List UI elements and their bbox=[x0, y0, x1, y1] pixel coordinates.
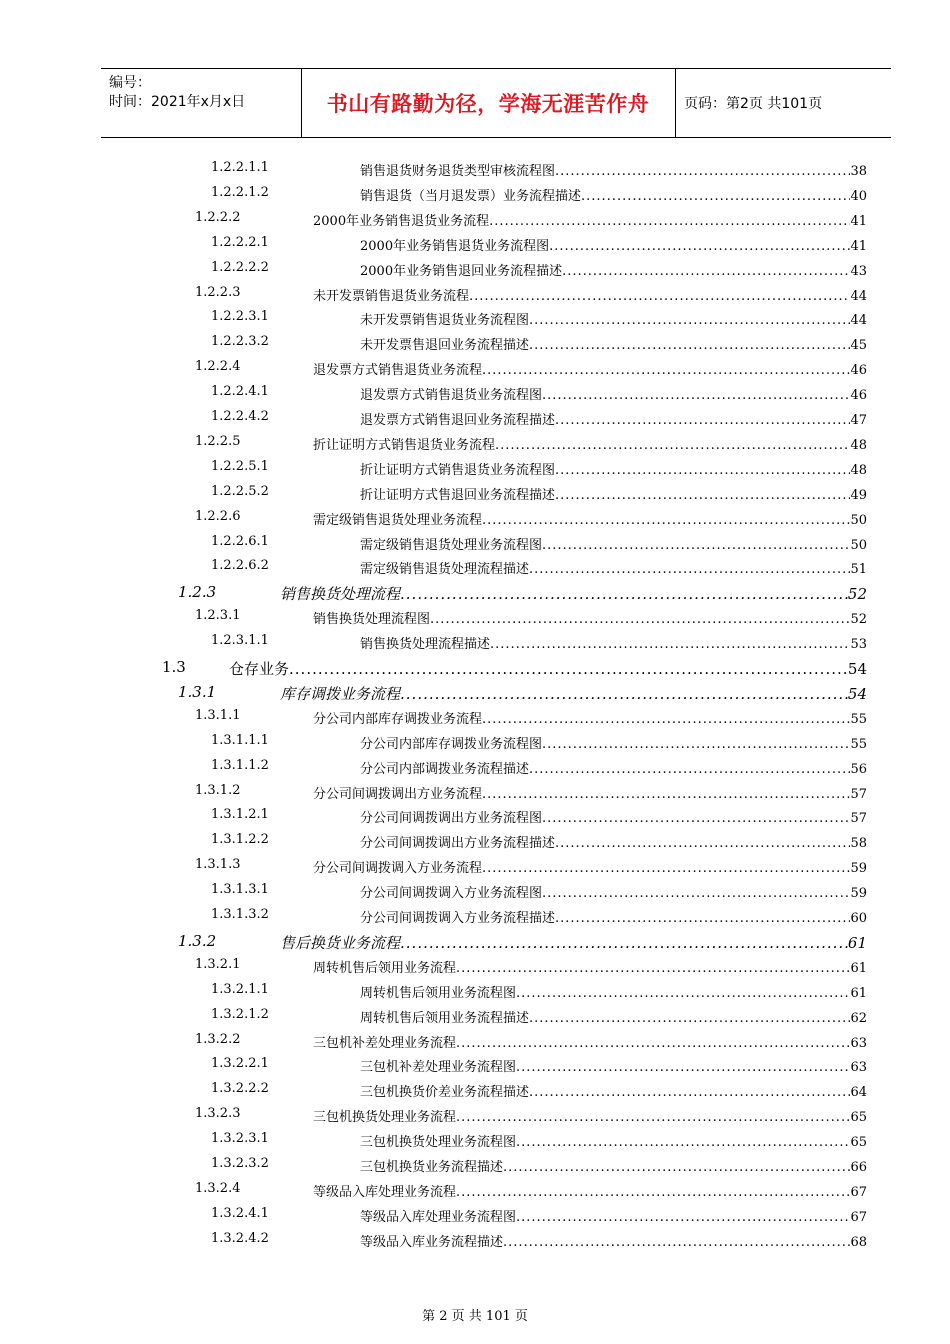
toc-entry bbox=[313, 857, 867, 876]
toc-title: 销售换货处理流程 bbox=[280, 585, 401, 604]
toc-page-number: 58 bbox=[850, 836, 867, 852]
toc-row[interactable] bbox=[195, 359, 867, 381]
toc-title: 库存调拨业务流程 bbox=[280, 684, 401, 703]
toc-page-number: 61 bbox=[850, 960, 867, 976]
toc-row[interactable] bbox=[211, 982, 867, 1004]
toc-leader-dots bbox=[555, 488, 850, 503]
toc-entry bbox=[280, 683, 867, 704]
toc-row[interactable] bbox=[211, 1007, 867, 1029]
toc-row[interactable] bbox=[211, 558, 867, 580]
toc-number: 1.3.2.2 bbox=[195, 1031, 241, 1047]
toc-number: 1.3.1.3.1 bbox=[211, 882, 269, 898]
toc-leader-dots bbox=[456, 1036, 850, 1051]
header-meta-cell bbox=[101, 69, 302, 137]
toc-row[interactable] bbox=[211, 235, 867, 257]
toc-leader-dots bbox=[529, 1011, 850, 1026]
toc-number: 1.3.2.3 bbox=[195, 1106, 241, 1122]
toc-leader-dots bbox=[529, 562, 850, 577]
toc-leader-dots bbox=[400, 585, 848, 603]
toc-number: 1.3.2.1.2 bbox=[211, 1006, 269, 1022]
toc-entry bbox=[360, 907, 867, 926]
toc-entry bbox=[360, 1081, 867, 1100]
toc-leader-dots bbox=[542, 538, 850, 553]
toc-title: 周转机售后领用业务流程描述 bbox=[360, 1010, 530, 1026]
toc-row[interactable] bbox=[195, 857, 867, 879]
toc-number: 1.3.2.4 bbox=[195, 1180, 241, 1196]
toc-leader-dots bbox=[555, 911, 850, 926]
toc-number: 1.3.1.1 bbox=[195, 707, 241, 723]
toc-number: 1.3.2.4.2 bbox=[211, 1230, 269, 1246]
toc-entry bbox=[360, 309, 867, 328]
toc-title: 折让证明方式销售退货业务流程 bbox=[313, 437, 496, 453]
toc-page-number: 46 bbox=[850, 363, 867, 379]
toc-title: 退发票方式销售退货业务流程 bbox=[313, 363, 483, 379]
toc-entry bbox=[360, 807, 867, 826]
serial-label: 编号： bbox=[109, 75, 151, 91]
toc-row[interactable] bbox=[211, 260, 867, 282]
toc-leader-dots bbox=[581, 189, 850, 204]
toc-entry bbox=[280, 932, 867, 953]
toc-page-number: 46 bbox=[850, 388, 867, 404]
toc-leader-dots bbox=[529, 338, 850, 353]
toc-title: 分公司内部库存调拨业务流程 bbox=[313, 711, 483, 727]
toc-entry bbox=[313, 708, 867, 727]
toc-page-number: 60 bbox=[850, 911, 867, 926]
toc-entry bbox=[229, 658, 867, 679]
toc-page-number: 65 bbox=[850, 1110, 867, 1126]
toc-page-number: 57 bbox=[850, 786, 867, 802]
toc-entry bbox=[360, 260, 867, 279]
toc-entry bbox=[360, 758, 867, 777]
toc-page-number: 56 bbox=[850, 761, 867, 777]
toc-page-number: 47 bbox=[850, 413, 867, 428]
toc-entry bbox=[313, 608, 867, 627]
toc-title: 销售换货处理流程描述 bbox=[360, 637, 491, 653]
toc-number: 1.3.2.3.2 bbox=[211, 1156, 269, 1171]
toc-entry bbox=[360, 1007, 867, 1026]
toc-row[interactable] bbox=[162, 658, 867, 680]
toc-leader-dots bbox=[542, 886, 850, 901]
toc-leader-dots bbox=[482, 787, 850, 802]
toc-entry bbox=[360, 185, 867, 204]
toc-row[interactable] bbox=[211, 1056, 867, 1078]
toc-title: 2000年业务销售退货业务流程 bbox=[313, 213, 490, 229]
toc-row[interactable] bbox=[211, 882, 867, 904]
toc-leader-dots bbox=[516, 1135, 850, 1150]
header-motto-cell bbox=[301, 69, 676, 137]
toc-number: 1.2.2.2.1 bbox=[211, 234, 269, 250]
toc-page-number: 65 bbox=[850, 1135, 867, 1151]
toc-row[interactable] bbox=[178, 683, 867, 705]
toc-page-number: 67 bbox=[850, 1209, 867, 1225]
toc-page-number: 40 bbox=[850, 188, 867, 204]
toc-page-number: 62 bbox=[850, 1010, 867, 1026]
toc-row[interactable] bbox=[195, 783, 867, 805]
toc-number: 1.2.2.1.2 bbox=[211, 184, 269, 200]
toc-entry bbox=[313, 285, 867, 304]
toc-page-number: 52 bbox=[850, 612, 867, 628]
toc-entry bbox=[360, 459, 867, 478]
toc-number: 1.2.2.6.2 bbox=[211, 558, 269, 574]
toc-leader-dots bbox=[503, 1235, 850, 1250]
toc-number: 1.2.2.4.1 bbox=[211, 384, 269, 400]
toc-page-number: 51 bbox=[850, 562, 867, 578]
toc-number: 1.3.1.3.2 bbox=[211, 907, 269, 922]
toc-entry bbox=[280, 583, 867, 604]
toc-entry bbox=[313, 359, 867, 378]
toc-row[interactable] bbox=[211, 534, 867, 556]
toc-number: 1.3.2.4.1 bbox=[211, 1205, 269, 1221]
toc-entry bbox=[360, 882, 867, 901]
toc-page-number: 54 bbox=[847, 660, 867, 678]
toc-title: 分公司间调拨调入方业务流程描述 bbox=[360, 911, 556, 926]
toc-title: 2000年业务销售退货业务流程图 bbox=[360, 238, 550, 254]
toc-page-number: 45 bbox=[850, 338, 867, 354]
toc-leader-dots bbox=[542, 388, 850, 403]
toc-title: 分公司间调拨调出方业务流程描述 bbox=[360, 836, 556, 852]
toc-leader-dots bbox=[482, 363, 850, 378]
toc-row[interactable] bbox=[195, 434, 867, 456]
toc-page-number: 64 bbox=[850, 1085, 867, 1101]
toc-title: 分公司间调拨调出方业务流程图 bbox=[360, 811, 543, 827]
toc-leader-dots bbox=[489, 214, 850, 229]
toc-leader-dots bbox=[529, 313, 850, 328]
toc-leader-dots bbox=[456, 1185, 850, 1200]
toc-page-number: 44 bbox=[850, 313, 867, 329]
toc-row[interactable] bbox=[211, 633, 867, 655]
toc-number: 1.3.1.3 bbox=[195, 857, 241, 873]
toc-leader-dots bbox=[456, 961, 850, 976]
toc-title: 周转机售后领用业务流程图 bbox=[360, 985, 517, 1001]
toc-row[interactable] bbox=[211, 334, 867, 356]
toc-title: 分公司间调拨调出方业务流程 bbox=[313, 786, 483, 802]
toc-row[interactable] bbox=[195, 210, 867, 232]
toc-number: 1.3.2 bbox=[178, 931, 217, 950]
toc-number: 1.3.1.1.1 bbox=[211, 732, 269, 748]
toc-page-number: 41 bbox=[850, 213, 867, 229]
toc-row[interactable] bbox=[211, 1231, 867, 1253]
toc-page-number: 55 bbox=[850, 736, 867, 752]
toc-page-number: 68 bbox=[850, 1234, 867, 1250]
toc-leader-dots bbox=[482, 712, 850, 727]
toc-row[interactable] bbox=[195, 708, 867, 730]
toc-title: 三包机换货业务流程描述 bbox=[360, 1160, 504, 1175]
toc-title: 等级品入库处理业务流程 bbox=[313, 1184, 457, 1200]
toc-page-number: 55 bbox=[850, 711, 867, 727]
toc-row[interactable] bbox=[211, 1206, 867, 1228]
toc-number: 1.3.2.1 bbox=[195, 956, 241, 972]
toc-page-number: 63 bbox=[850, 1060, 867, 1076]
toc-entry bbox=[360, 1231, 867, 1250]
toc-leader-dots bbox=[542, 737, 850, 752]
toc-row[interactable] bbox=[178, 932, 867, 954]
toc-page-number: 43 bbox=[850, 263, 867, 279]
toc-title: 分公司内部调拨业务流程描述 bbox=[360, 761, 530, 777]
toc-number: 1.3.2.1.1 bbox=[211, 981, 269, 997]
toc-entry bbox=[360, 1056, 867, 1075]
toc-title: 销售退货（当月退发票）业务流程描述 bbox=[360, 188, 582, 204]
toc-entry bbox=[360, 409, 867, 428]
toc-page-number: 50 bbox=[850, 537, 867, 553]
toc-entry bbox=[360, 484, 867, 503]
toc-row[interactable] bbox=[211, 758, 867, 780]
toc-page-number: 49 bbox=[850, 487, 867, 503]
toc-row[interactable] bbox=[178, 583, 867, 605]
toc-leader-dots bbox=[490, 637, 850, 652]
toc-number: 1.2.2.4.2 bbox=[211, 409, 269, 424]
toc-row[interactable] bbox=[211, 185, 867, 207]
toc-entry bbox=[360, 384, 867, 403]
toc-number: 1.2.2.2.2 bbox=[211, 259, 269, 275]
toc-title: 三包机换货处理业务流程 bbox=[313, 1110, 457, 1126]
toc-entry bbox=[313, 783, 867, 802]
toc-leader-dots bbox=[456, 1110, 850, 1125]
toc-number: 1.2.3.1.1 bbox=[211, 633, 269, 649]
toc-page-number: 38 bbox=[850, 164, 867, 179]
toc-leader-dots bbox=[529, 762, 850, 777]
toc-row[interactable] bbox=[195, 1032, 867, 1054]
toc-leader-dots bbox=[482, 513, 850, 528]
toc-number: 1.2.3.1 bbox=[195, 608, 241, 624]
toc-leader-dots bbox=[482, 861, 850, 876]
toc-page-number: 44 bbox=[850, 288, 867, 304]
toc-number: 1.2.2.1.1 bbox=[211, 160, 269, 175]
toc-row[interactable] bbox=[211, 1081, 867, 1103]
toc-page-number: 50 bbox=[850, 512, 867, 528]
toc-title: 退发票方式销售退货业务流程图 bbox=[360, 388, 543, 404]
toc-number: 1.2.2.3.2 bbox=[211, 334, 269, 350]
toc-entry bbox=[313, 434, 867, 453]
toc-leader-dots bbox=[516, 1060, 850, 1075]
toc-row[interactable] bbox=[195, 509, 867, 531]
page-header bbox=[101, 68, 891, 138]
toc-entry bbox=[313, 509, 867, 528]
toc-page-number: 53 bbox=[850, 637, 867, 653]
toc-title: 未开发票售退回业务流程描述 bbox=[360, 338, 530, 354]
toc-number: 1.3.2.2.2 bbox=[211, 1081, 269, 1097]
toc-page-number: 66 bbox=[850, 1160, 867, 1175]
toc-row[interactable] bbox=[211, 409, 867, 431]
toc-leader-dots bbox=[562, 264, 850, 279]
toc-number: 1.2.3 bbox=[178, 583, 217, 602]
toc-leader-dots bbox=[430, 612, 850, 627]
toc-title: 2000年业务销售退回业务流程描述 bbox=[360, 263, 563, 279]
toc-row[interactable] bbox=[195, 608, 867, 630]
toc-page-number: 61 bbox=[847, 933, 867, 952]
toc-title: 折让证明方式销售退货业务流程图 bbox=[360, 462, 556, 478]
toc-page-number: 48 bbox=[850, 462, 867, 478]
toc-page-number: 61 bbox=[850, 985, 867, 1001]
toc-title: 分公司间调拨调入方业务流程 bbox=[313, 861, 483, 877]
toc-number: 1.3.1.1.2 bbox=[211, 757, 269, 773]
toc-row[interactable] bbox=[211, 459, 867, 481]
toc-entry bbox=[313, 957, 867, 976]
toc-row[interactable] bbox=[211, 1131, 867, 1153]
toc-page-number: 59 bbox=[850, 861, 867, 877]
toc-number: 1.2.2.5 bbox=[195, 433, 241, 449]
toc-row[interactable] bbox=[211, 160, 867, 182]
toc-leader-dots bbox=[516, 986, 850, 1001]
toc-entry bbox=[360, 534, 867, 553]
toc-leader-dots bbox=[542, 811, 850, 826]
toc-entry bbox=[360, 334, 867, 353]
toc-title: 未开发票销售退货业务流程 bbox=[313, 288, 470, 304]
toc-number: 1.2.2.4 bbox=[195, 359, 241, 375]
toc-number: 1.2.2.3 bbox=[195, 284, 241, 300]
toc-leader-dots bbox=[469, 289, 850, 304]
toc-leader-dots bbox=[400, 934, 848, 952]
toc-title: 销售换货处理流程图 bbox=[313, 612, 431, 628]
toc-title: 退发票方式销售退回业务流程描述 bbox=[360, 413, 556, 428]
toc-entry bbox=[360, 558, 867, 577]
toc-leader-dots bbox=[555, 164, 850, 179]
toc-title: 三包机补差处理业务流程 bbox=[313, 1035, 457, 1051]
toc-number: 1.3.1.2.1 bbox=[211, 807, 269, 823]
toc-entry bbox=[360, 982, 867, 1001]
toc-number: 1.2.2.2 bbox=[195, 209, 241, 225]
toc-number: 1.2.2.6 bbox=[195, 508, 241, 524]
toc-page-number: 57 bbox=[850, 811, 867, 827]
toc-leader-dots bbox=[495, 438, 850, 453]
toc-leader-dots bbox=[516, 1210, 850, 1225]
toc-row[interactable] bbox=[211, 907, 867, 929]
toc-number: 1.3.2.3.1 bbox=[211, 1131, 269, 1147]
toc-number: 1.3.1 bbox=[178, 682, 217, 701]
toc-entry bbox=[360, 1206, 867, 1225]
toc-title: 未开发票销售退货业务流程图 bbox=[360, 313, 530, 329]
toc-entry bbox=[360, 160, 867, 179]
toc-number: 1.2.2.3.1 bbox=[211, 309, 269, 325]
toc-number: 1.2.2.5.1 bbox=[211, 458, 269, 474]
toc-entry bbox=[360, 235, 867, 254]
toc-entry bbox=[360, 1156, 867, 1175]
toc-title: 周转机售后领用业务流程 bbox=[313, 960, 457, 976]
toc-leader-dots bbox=[289, 660, 848, 678]
toc-row[interactable] bbox=[211, 832, 867, 854]
toc-row[interactable] bbox=[195, 1181, 867, 1203]
toc-title: 销售退货财务退货类型审核流程图 bbox=[360, 164, 556, 179]
toc-title: 等级品入库处理业务流程图 bbox=[360, 1209, 517, 1225]
toc-entry bbox=[313, 210, 867, 229]
toc-title: 需定级销售退货处理流程描述 bbox=[360, 562, 530, 578]
toc-row[interactable] bbox=[211, 1156, 867, 1178]
toc-number: 1.3.2.2.1 bbox=[211, 1056, 269, 1072]
toc-title: 售后换货业务流程 bbox=[280, 933, 401, 952]
toc-row[interactable] bbox=[211, 484, 867, 506]
toc-page-number: 63 bbox=[850, 1035, 867, 1051]
toc-page-number: 59 bbox=[850, 886, 867, 902]
toc-title: 需定级销售退货处理业务流程 bbox=[313, 512, 483, 528]
toc-entry bbox=[313, 1032, 867, 1051]
toc-page-number: 48 bbox=[850, 437, 867, 453]
toc-title: 分公司内部库存调拨业务流程图 bbox=[360, 736, 543, 752]
toc-entry bbox=[313, 1181, 867, 1200]
toc-entry bbox=[360, 1131, 867, 1150]
motto-text: 书山有路勤为径，学海无涯苦作舟 bbox=[326, 92, 650, 116]
toc-leader-dots bbox=[549, 239, 850, 254]
toc-page-number: 54 bbox=[847, 684, 867, 703]
toc-entry bbox=[360, 832, 867, 851]
header-page-info: 页码：第2页 共101页 bbox=[684, 96, 823, 112]
toc-row[interactable] bbox=[195, 285, 867, 307]
header-page-cell bbox=[675, 69, 891, 137]
toc-leader-dots bbox=[555, 413, 850, 428]
toc-row[interactable] bbox=[195, 1106, 867, 1128]
page-footer: 第 2 页 共 101 页 bbox=[422, 1309, 528, 1324]
toc-entry bbox=[360, 633, 867, 652]
toc-number: 1.3.1.2.2 bbox=[211, 832, 269, 848]
toc-leader-dots bbox=[555, 463, 850, 478]
toc-row[interactable] bbox=[211, 384, 867, 406]
toc-entry bbox=[360, 733, 867, 752]
toc-page-number: 52 bbox=[847, 585, 867, 604]
toc-title: 三包机换货价差业务流程描述 bbox=[360, 1085, 530, 1101]
toc-number: 1.3.1.2 bbox=[195, 782, 241, 798]
toc-page-number: 41 bbox=[850, 238, 867, 254]
toc-leader-dots bbox=[555, 836, 850, 851]
toc-title: 三包机换货处理业务流程图 bbox=[360, 1135, 517, 1151]
toc-leader-dots bbox=[503, 1160, 850, 1175]
toc-leader-dots bbox=[400, 685, 848, 703]
toc-row[interactable] bbox=[211, 309, 867, 331]
toc-title: 需定级销售退货处理业务流程图 bbox=[360, 537, 543, 553]
toc-entry bbox=[313, 1106, 867, 1125]
toc-row[interactable] bbox=[211, 807, 867, 829]
toc-title: 三包机补差处理业务流程图 bbox=[360, 1060, 517, 1076]
toc-number: 1.2.2.6.1 bbox=[211, 533, 269, 549]
toc-title: 仓存业务 bbox=[229, 660, 290, 678]
toc-title: 分公司间调拨调入方业务流程图 bbox=[360, 886, 543, 902]
toc-leader-dots bbox=[529, 1085, 850, 1100]
time-label: 时间：2021年x月x日 bbox=[109, 94, 246, 110]
toc-row[interactable] bbox=[211, 733, 867, 755]
toc-title: 等级品入库业务流程描述 bbox=[360, 1234, 504, 1250]
toc-title: 折让证明方式售退回业务流程描述 bbox=[360, 487, 556, 503]
toc-number: 1.2.2.5.2 bbox=[211, 483, 269, 499]
toc-page-number: 67 bbox=[850, 1184, 867, 1200]
toc-row[interactable] bbox=[195, 957, 867, 979]
toc-number: 1.3 bbox=[162, 658, 186, 676]
